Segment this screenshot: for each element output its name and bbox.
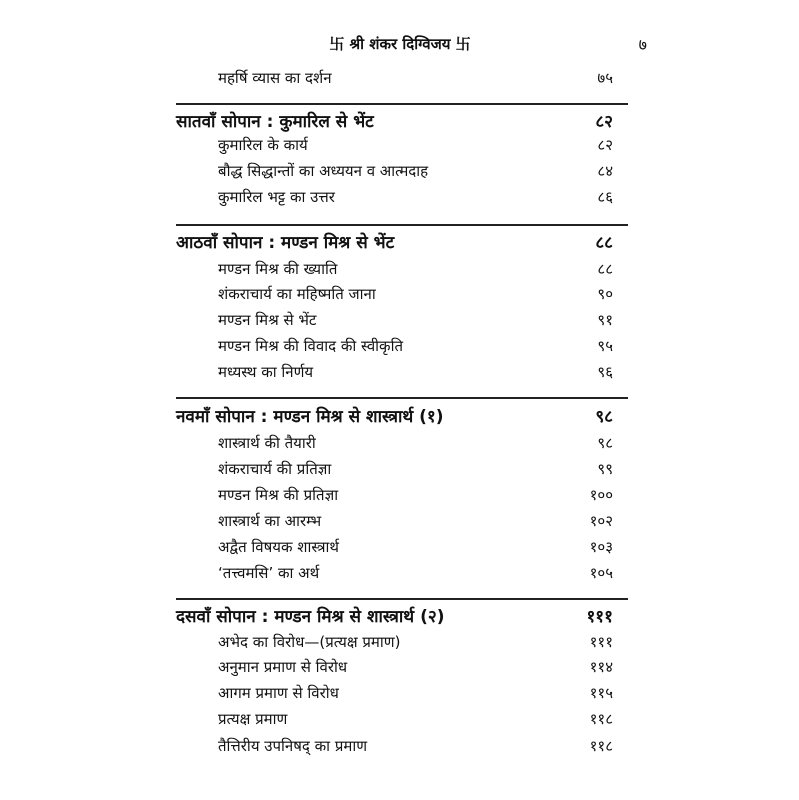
toc-item-page: ८६ bbox=[597, 188, 613, 206]
section-divider bbox=[176, 224, 628, 226]
toc-item-page: ८२ bbox=[597, 136, 613, 154]
toc-item[interactable] bbox=[0, 310, 799, 338]
toc-item-title: मण्डन मिश्र की विवाद की स्वीकृति bbox=[218, 337, 404, 355]
toc-item-page: ९५ bbox=[597, 337, 613, 355]
toc-item[interactable] bbox=[0, 736, 799, 764]
toc-item-title: कुमारिल भट्ट का उत्तर bbox=[218, 188, 335, 206]
section-divider bbox=[176, 397, 628, 399]
toc-item-title: तैत्तिरीय उपनिषद् का प्रमाण bbox=[218, 737, 368, 755]
toc-item-title: शास्त्रार्थ की तैयारी bbox=[218, 434, 316, 452]
toc-item-title: शंकराचार्य की प्रतिज्ञा bbox=[218, 460, 332, 478]
toc-item[interactable] bbox=[0, 657, 799, 685]
toc-item-title: अभेद का विरोध—(प्रत्यक्ष प्रमाण) bbox=[218, 633, 401, 651]
section-title: सातवाँ सोपान : कुमारिल से भेंट bbox=[176, 112, 374, 132]
toc-item-page: ९६ bbox=[597, 363, 613, 381]
toc-item-title: मण्डन मिश्र की ख्याति bbox=[218, 260, 338, 278]
toc-item-title: बौद्ध सिद्धान्तों का अध्ययन व आत्मदाह bbox=[218, 162, 429, 180]
section-divider bbox=[176, 598, 628, 600]
section-page: ८२ bbox=[595, 112, 613, 132]
toc-item-page: ११८ bbox=[589, 710, 613, 728]
toc-item-page: ९९ bbox=[597, 460, 613, 478]
toc-item-title: मण्डन मिश्र की प्रतिज्ञा bbox=[218, 486, 339, 504]
page-number: ७ bbox=[638, 35, 647, 54]
toc-item[interactable] bbox=[0, 259, 799, 287]
toc-item-title: प्रत्यक्ष प्रमाण bbox=[218, 710, 288, 728]
toc-item-title: अद्वैत विषयक शास्त्रार्थ bbox=[218, 538, 339, 556]
toc-item[interactable] bbox=[0, 135, 799, 163]
toc-item-page: ९० bbox=[597, 285, 613, 303]
toc-item-title: मध्यस्थ का निर्णय bbox=[218, 363, 314, 381]
toc-item[interactable] bbox=[0, 709, 799, 737]
toc-item-page: ८४ bbox=[597, 162, 613, 180]
toc-item-page: ९८ bbox=[597, 434, 613, 452]
section-title: नवमाँ सोपान : मण्डन मिश्र से शास्त्रार्थ (१) bbox=[176, 407, 444, 427]
toc-item-title: आगम प्रमाण से विरोध bbox=[218, 684, 339, 702]
toc-item[interactable] bbox=[0, 537, 799, 565]
toc-item-page: ८८ bbox=[597, 260, 613, 278]
section-heading[interactable] bbox=[0, 230, 799, 258]
toc-item-page: १११ bbox=[589, 633, 613, 651]
toc-item-title: मण्डन मिश्र से भेंट bbox=[218, 311, 317, 329]
toc-item-title: शास्त्रार्थ का आरम्भ bbox=[218, 512, 322, 530]
toc-item[interactable] bbox=[0, 187, 799, 215]
toc-item-page: १०३ bbox=[589, 538, 613, 556]
toc-item-page: १०२ bbox=[589, 512, 613, 530]
section-page: ९८ bbox=[595, 407, 613, 427]
section-title: दसवाँ सोपान : मण्डन मिश्र से शास्त्रार्थ (२) bbox=[176, 607, 445, 627]
section-heading[interactable] bbox=[0, 604, 799, 632]
toc-item[interactable] bbox=[0, 459, 799, 487]
toc-item[interactable] bbox=[0, 511, 799, 539]
toc-item-title: शंकराचार्य का महिष्मति जाना bbox=[218, 285, 376, 303]
toc-item-title: कुमारिल के कार्य bbox=[218, 136, 308, 154]
toc-item-page: ११४ bbox=[589, 658, 613, 676]
toc-item[interactable] bbox=[0, 362, 799, 390]
toc-item-page: १०५ bbox=[589, 564, 613, 582]
toc-item-title: अनुमान प्रमाण से विरोध bbox=[218, 658, 348, 676]
toc-item[interactable] bbox=[0, 284, 799, 312]
toc-item[interactable] bbox=[0, 161, 799, 189]
toc-item[interactable] bbox=[0, 68, 799, 96]
toc-item[interactable] bbox=[0, 632, 799, 660]
section-page: १११ bbox=[586, 607, 613, 627]
section-title: आठवाँ सोपान : मण्डन मिश्र से भेंट bbox=[176, 233, 395, 253]
toc-item[interactable] bbox=[0, 336, 799, 364]
running-title: 卐 श्री शंकर दिग्विजय 卐 bbox=[329, 35, 471, 53]
toc-item[interactable] bbox=[0, 563, 799, 591]
toc-item[interactable] bbox=[0, 433, 799, 461]
section-heading[interactable] bbox=[0, 109, 799, 137]
toc-item-page: ९१ bbox=[597, 311, 613, 329]
toc-item-page: ११८ bbox=[589, 737, 613, 755]
toc-item-page: १०० bbox=[589, 486, 613, 504]
toc-item-page: ७५ bbox=[597, 69, 613, 87]
toc-item-page: ११५ bbox=[589, 684, 613, 702]
toc-item-title: ‘तत्त्वमसि’ का अर्थ bbox=[218, 564, 320, 582]
section-heading[interactable] bbox=[0, 404, 799, 432]
section-divider bbox=[176, 103, 628, 105]
toc-item[interactable] bbox=[0, 683, 799, 711]
toc-item-title: महर्षि व्यास का दर्शन bbox=[218, 69, 332, 87]
section-page: ८८ bbox=[595, 233, 613, 253]
toc-item[interactable] bbox=[0, 485, 799, 513]
